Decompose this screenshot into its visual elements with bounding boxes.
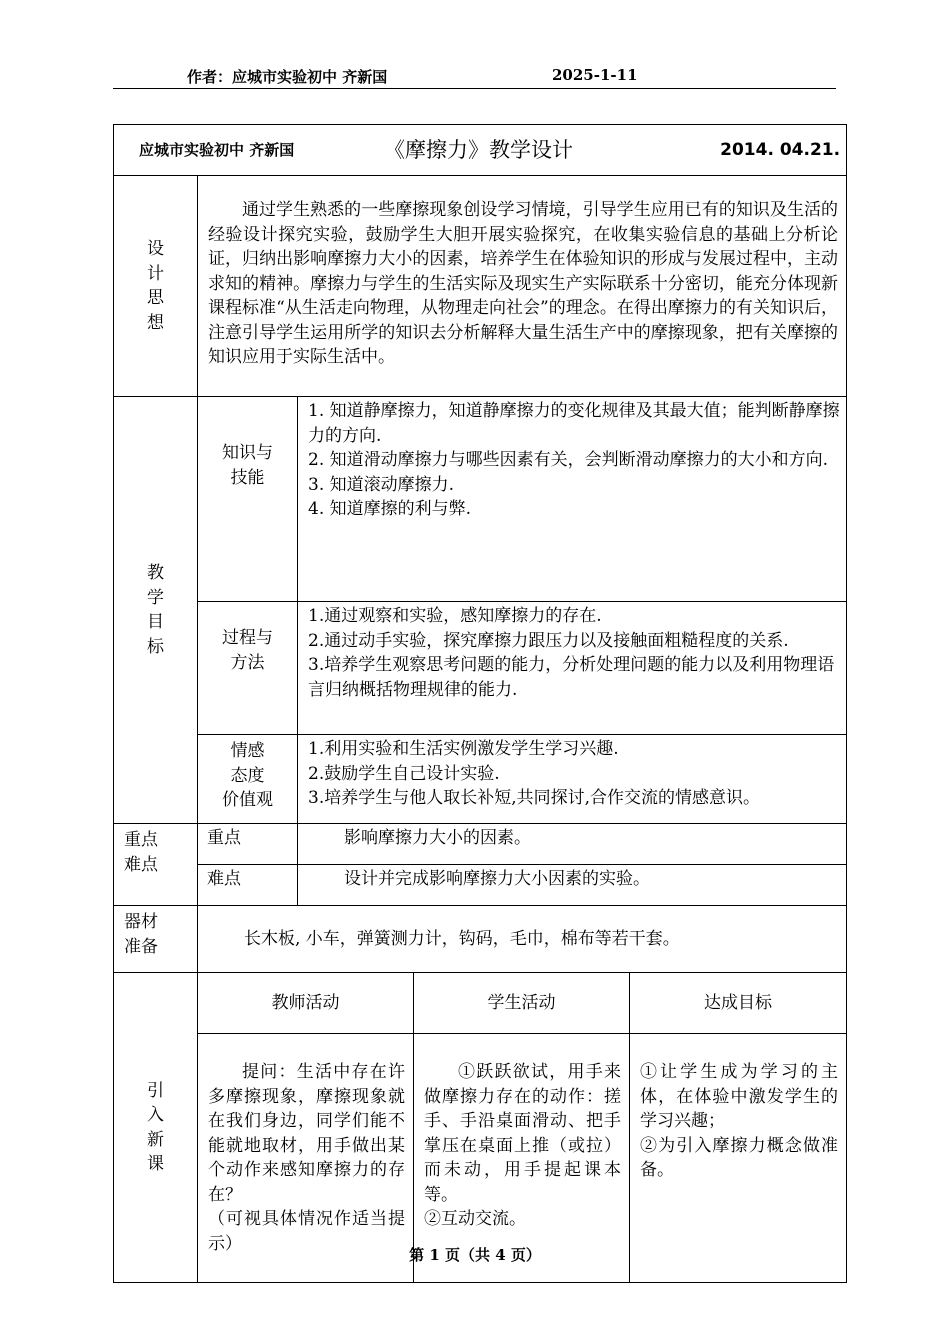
list-item: 1.利用实验和生活实例激发学生学习兴趣.: [308, 739, 619, 759]
list-item: 4. 知道摩擦的利与弊.: [308, 499, 472, 519]
process-items: [298, 602, 847, 735]
key-label: 重点: [198, 824, 298, 865]
intro-header-row: [114, 973, 847, 1034]
list-item: 2.鼓励学生自己设计实验.: [308, 763, 500, 784]
list-item: 3.培养学生观察思考问题的能力，分析处理问题的能力以及利用物理语言归纳概括物理规律的能力.: [308, 655, 835, 700]
header-rule: [113, 88, 836, 89]
difficult-text: 设计并完成影响摩擦力大小因素的实验。: [298, 865, 847, 906]
key-difficult-label: 重点 难点: [114, 824, 198, 906]
list-item: 3. 知道滚动摩擦力.: [308, 474, 455, 495]
knowledge-label: 知识与 技能: [198, 397, 298, 602]
intro-label: 引 入 新 课: [114, 973, 198, 1283]
title-row: [114, 125, 847, 176]
design-idea-row: [114, 176, 847, 397]
emotion-items: [298, 735, 847, 824]
title-main: 《摩擦力》教学设计: [384, 137, 573, 162]
lesson-plan-table: [113, 124, 847, 1283]
equipment-row: [114, 906, 847, 973]
difficult-label: 难点: [198, 865, 298, 906]
page-footer: 第 1 页（共 4 页）: [409, 1246, 541, 1264]
title-school: 应城市实验初中 齐新国: [139, 140, 295, 159]
equipment-label: 器材 准备: [114, 906, 198, 973]
list-item: 1. 知道静摩擦力，知道静摩擦力的变化规律及其最大值；能判断静摩擦力的方向.: [308, 401, 840, 446]
list-item: 1.通过观察和实验，感知摩擦力的存在.: [308, 606, 602, 626]
objective-emotion-row: [114, 735, 847, 824]
process-label: 过程与 方法: [198, 602, 298, 735]
list-item: 2.通过动手实验，探究摩擦力跟压力以及接触面粗糙程度的关系.: [308, 630, 789, 651]
student-activity: ①跃跃欲试，用手来做摩擦力存在的动作：搓手、手沿桌面滑动、把手掌压在桌面上推（或拉）而未动，用手提起课本等。 ②互动交流。: [414, 1034, 630, 1283]
goal-activity: ①让学生成为学习的主体，在体验中激发学生的学习兴趣； ②为引入摩擦力概念做准备。: [630, 1034, 847, 1283]
design-idea-label: 设 计 思 想: [114, 176, 198, 397]
objective-process-row: [114, 602, 847, 735]
design-idea-text: 通过学生熟悉的一些摩擦现象创设学习情境，引导学生应用已有的知识及生活的经验设计探究实验，鼓励学生大胆开展实验探究，在收集实验信息的基础上分析论证，归纳出影响摩擦力大小的因素，培养学生在体验知识的形成与发展过程中，主动求知的精神。摩擦力与学生的生活实际及现实生产实际联系十分密切，能充分体现新课程标准“从生活走向物理，从物理走向社会”的理念。在得出摩擦力的有关知识后，注意引导学生运用所学的知识去分析解释大量生活生产中的摩擦现象，把有关摩擦的知识应用于实际生活中。: [198, 176, 847, 397]
header-date: 2025-1-11: [552, 66, 638, 84]
knowledge-items: [298, 397, 847, 602]
difficult-point-row: [114, 865, 847, 906]
key-point-row: [114, 824, 847, 865]
list-item: 2. 知道滑动摩擦力与哪些因素有关，会判断滑动摩擦力的大小和方向.: [308, 450, 829, 470]
emotion-label: 情感 态度 价值观: [198, 735, 298, 824]
list-item: 3.培养学生与他人取长补短,共同探讨,合作交流的情感意识。: [308, 788, 761, 808]
header-author: 作者：应城市实验初中 齐新国: [187, 68, 388, 86]
objective-knowledge-row: [114, 397, 847, 602]
objectives-label: 教 学 目 标: [114, 397, 198, 824]
student-activity-header: 学生活动: [414, 973, 630, 1034]
equipment-text: 长木板, 小车，弹簧测力计，钩码，毛巾，棉布等若干套。: [198, 906, 847, 973]
teacher-activity-header: 教师活动: [198, 973, 414, 1034]
title-date: 2014. 04.21.: [720, 139, 841, 160]
teacher-activity: 提问：生活中存在许多摩擦现象，摩擦现象就在我们身边，同学们能不能就地取材，用手做出某个动作来感知摩擦力的存在？ （可视具体情况作适当提示）: [198, 1034, 414, 1283]
goal-header: 达成目标: [630, 973, 847, 1034]
key-text: 影响摩擦力大小的因素。: [298, 824, 847, 865]
